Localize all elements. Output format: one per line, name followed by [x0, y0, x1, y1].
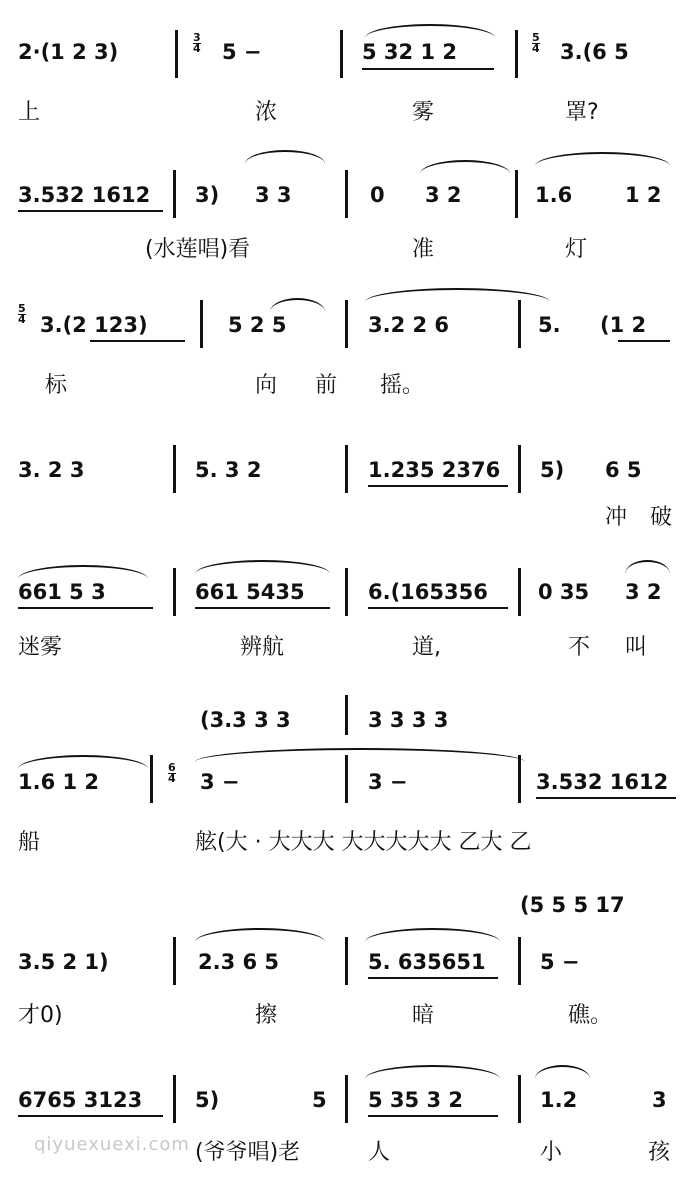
row3-notes-b: 5 2 5 [228, 313, 287, 337]
lyric: 标 [45, 373, 68, 398]
lyric: 舷(大 · 大大大 大大大大大 乙大 乙 [195, 830, 532, 855]
barline [345, 300, 348, 348]
lyric: 叫 [625, 635, 648, 660]
row1-notes-c: 5 32 1 2 [362, 40, 457, 64]
barline [150, 755, 153, 803]
beam [368, 977, 498, 979]
lyric: (爷爷唱)老 [195, 1140, 301, 1165]
row3-notes-a: 3.(2 123) [40, 313, 148, 337]
row8-notes-b: 5) [195, 1088, 220, 1112]
row6-upper-notes-a: (3.3 3 3 [200, 708, 291, 732]
barline [345, 1075, 348, 1123]
slur [535, 152, 670, 166]
barline [518, 1075, 521, 1123]
row2-notes-c: 3 3 [255, 183, 292, 207]
barline [518, 937, 521, 985]
row3-notes-d: 5. [538, 313, 561, 337]
slur [365, 928, 500, 942]
barline [173, 937, 176, 985]
row4-notes-b: 5. 3 2 [195, 458, 262, 482]
row8-notes-f: 3 [652, 1088, 667, 1112]
slur [420, 160, 510, 174]
barline [518, 300, 521, 348]
beam [18, 210, 163, 212]
lyric: 浓 [255, 100, 278, 125]
barline [518, 755, 521, 803]
row7-notes-b: 2.3 6 5 [198, 950, 280, 974]
barline [518, 568, 521, 616]
barline [345, 445, 348, 493]
barline [345, 695, 348, 735]
beam [18, 607, 153, 609]
lyric: 擦 [255, 1003, 278, 1028]
row5-notes-b: 661 5435 [195, 580, 305, 604]
time-signature: 6 4 [168, 761, 176, 785]
slur [365, 288, 550, 302]
row1-notes-a: 2·(1 2 3) [18, 40, 119, 64]
row2-notes-b: 3) [195, 183, 220, 207]
barline [173, 445, 176, 493]
barline [345, 568, 348, 616]
lyric: 雾 [412, 100, 435, 125]
row2-notes-a: 3.532 1612 [18, 183, 151, 207]
row7-notes-d: 5 − [540, 950, 580, 974]
row5-notes-c: 6.(165356 [368, 580, 488, 604]
beam [368, 485, 508, 487]
barline [345, 170, 348, 218]
row1-notes-d: 3.(6 5 [560, 40, 629, 64]
row7-notes-a: 3.5 2 1) [18, 950, 109, 974]
barline [175, 30, 178, 78]
lyric: 小 [540, 1140, 563, 1165]
lyric: 辨航 [240, 635, 285, 660]
lyric: 船 [18, 830, 41, 855]
slur [245, 150, 325, 164]
row4-notes-c: 1.235 2376 [368, 458, 501, 482]
beam [18, 1115, 163, 1117]
lyric: 孩 [648, 1140, 671, 1165]
lyric: 前 [315, 373, 338, 398]
beam [362, 68, 494, 70]
row3-notes-c: 3.2 2 6 [368, 313, 450, 337]
barline [515, 170, 518, 218]
time-signature: 3 4 [193, 31, 201, 55]
beam [618, 340, 670, 342]
barline [340, 30, 343, 78]
row6-notes-d: 3.532 1612 [536, 770, 669, 794]
row5-notes-e: 3 2 [625, 580, 662, 604]
lyric: 暗 [412, 1003, 435, 1028]
lyric: 灯 [565, 237, 588, 262]
lyric: 迷雾 [18, 635, 63, 660]
slur [195, 560, 330, 574]
row8-notes-e: 1.2 [540, 1088, 578, 1112]
beam [368, 607, 508, 609]
beam [195, 607, 330, 609]
row2-notes-d: 0 [370, 183, 385, 207]
slur [18, 755, 148, 769]
time-signature: 5 4 [18, 302, 26, 326]
row2-notes-g: 1 2 [625, 183, 662, 207]
slur [535, 1065, 590, 1079]
lyric: 人 [368, 1140, 391, 1165]
lyric: 不 [568, 635, 591, 660]
barline [515, 30, 518, 78]
slur [365, 1065, 500, 1079]
barline [518, 445, 521, 493]
row6-notes-b: 3 − [200, 770, 240, 794]
lyric: 道, [412, 635, 441, 660]
row6-upper-notes-b: 3 3 3 3 [368, 708, 449, 732]
lyric: 破 [650, 505, 673, 530]
lyric: 准 [412, 237, 435, 262]
lyric: 摇。 [380, 373, 425, 398]
lyric: (水莲唱)看 [145, 237, 251, 262]
watermark: qiyuexuexi.com [34, 1134, 190, 1155]
row4-notes-e: 6 5 [605, 458, 642, 482]
row7-notes-c: 5. 635651 [368, 950, 486, 974]
beam [368, 1115, 498, 1117]
slur [365, 24, 495, 38]
row4-notes-a: 3. 2 3 [18, 458, 85, 482]
barline [200, 300, 203, 348]
row6-notes-a: 1.6 1 2 [18, 770, 100, 794]
row3-notes-e: (1 2 [600, 313, 647, 337]
barline [173, 1075, 176, 1123]
row7-upper-notes: (5 5 5 17 [520, 893, 625, 917]
lyric: 向 [255, 373, 278, 398]
slur [195, 928, 325, 942]
row5-notes-a: 661 5 3 [18, 580, 106, 604]
row6-notes-c: 3 − [368, 770, 408, 794]
lyric: 才0) [18, 1003, 63, 1028]
beam [90, 340, 185, 342]
slur [625, 560, 670, 574]
lyric: 礁。 [568, 1003, 613, 1028]
slur [18, 565, 148, 579]
barline [345, 755, 348, 803]
barline [173, 568, 176, 616]
lyric: 冲 [605, 505, 628, 530]
row2-notes-e: 3 2 [425, 183, 462, 207]
time-signature: 5 4 [532, 31, 540, 55]
barline [173, 170, 176, 218]
row8-notes-d: 5 35 3 2 [368, 1088, 463, 1112]
row4-notes-d: 5) [540, 458, 565, 482]
barline [345, 937, 348, 985]
lyric: 上 [18, 100, 41, 125]
row5-notes-d: 0 35 [538, 580, 590, 604]
lyric: 罩? [565, 100, 599, 125]
slur [270, 298, 325, 312]
beam [536, 797, 676, 799]
row2-notes-f: 1.6 [535, 183, 573, 207]
row1-notes-b: 5 − [222, 40, 262, 64]
row8-notes-a: 6765 3123 [18, 1088, 143, 1112]
slur [195, 748, 525, 762]
row8-notes-c: 5 [312, 1088, 327, 1112]
